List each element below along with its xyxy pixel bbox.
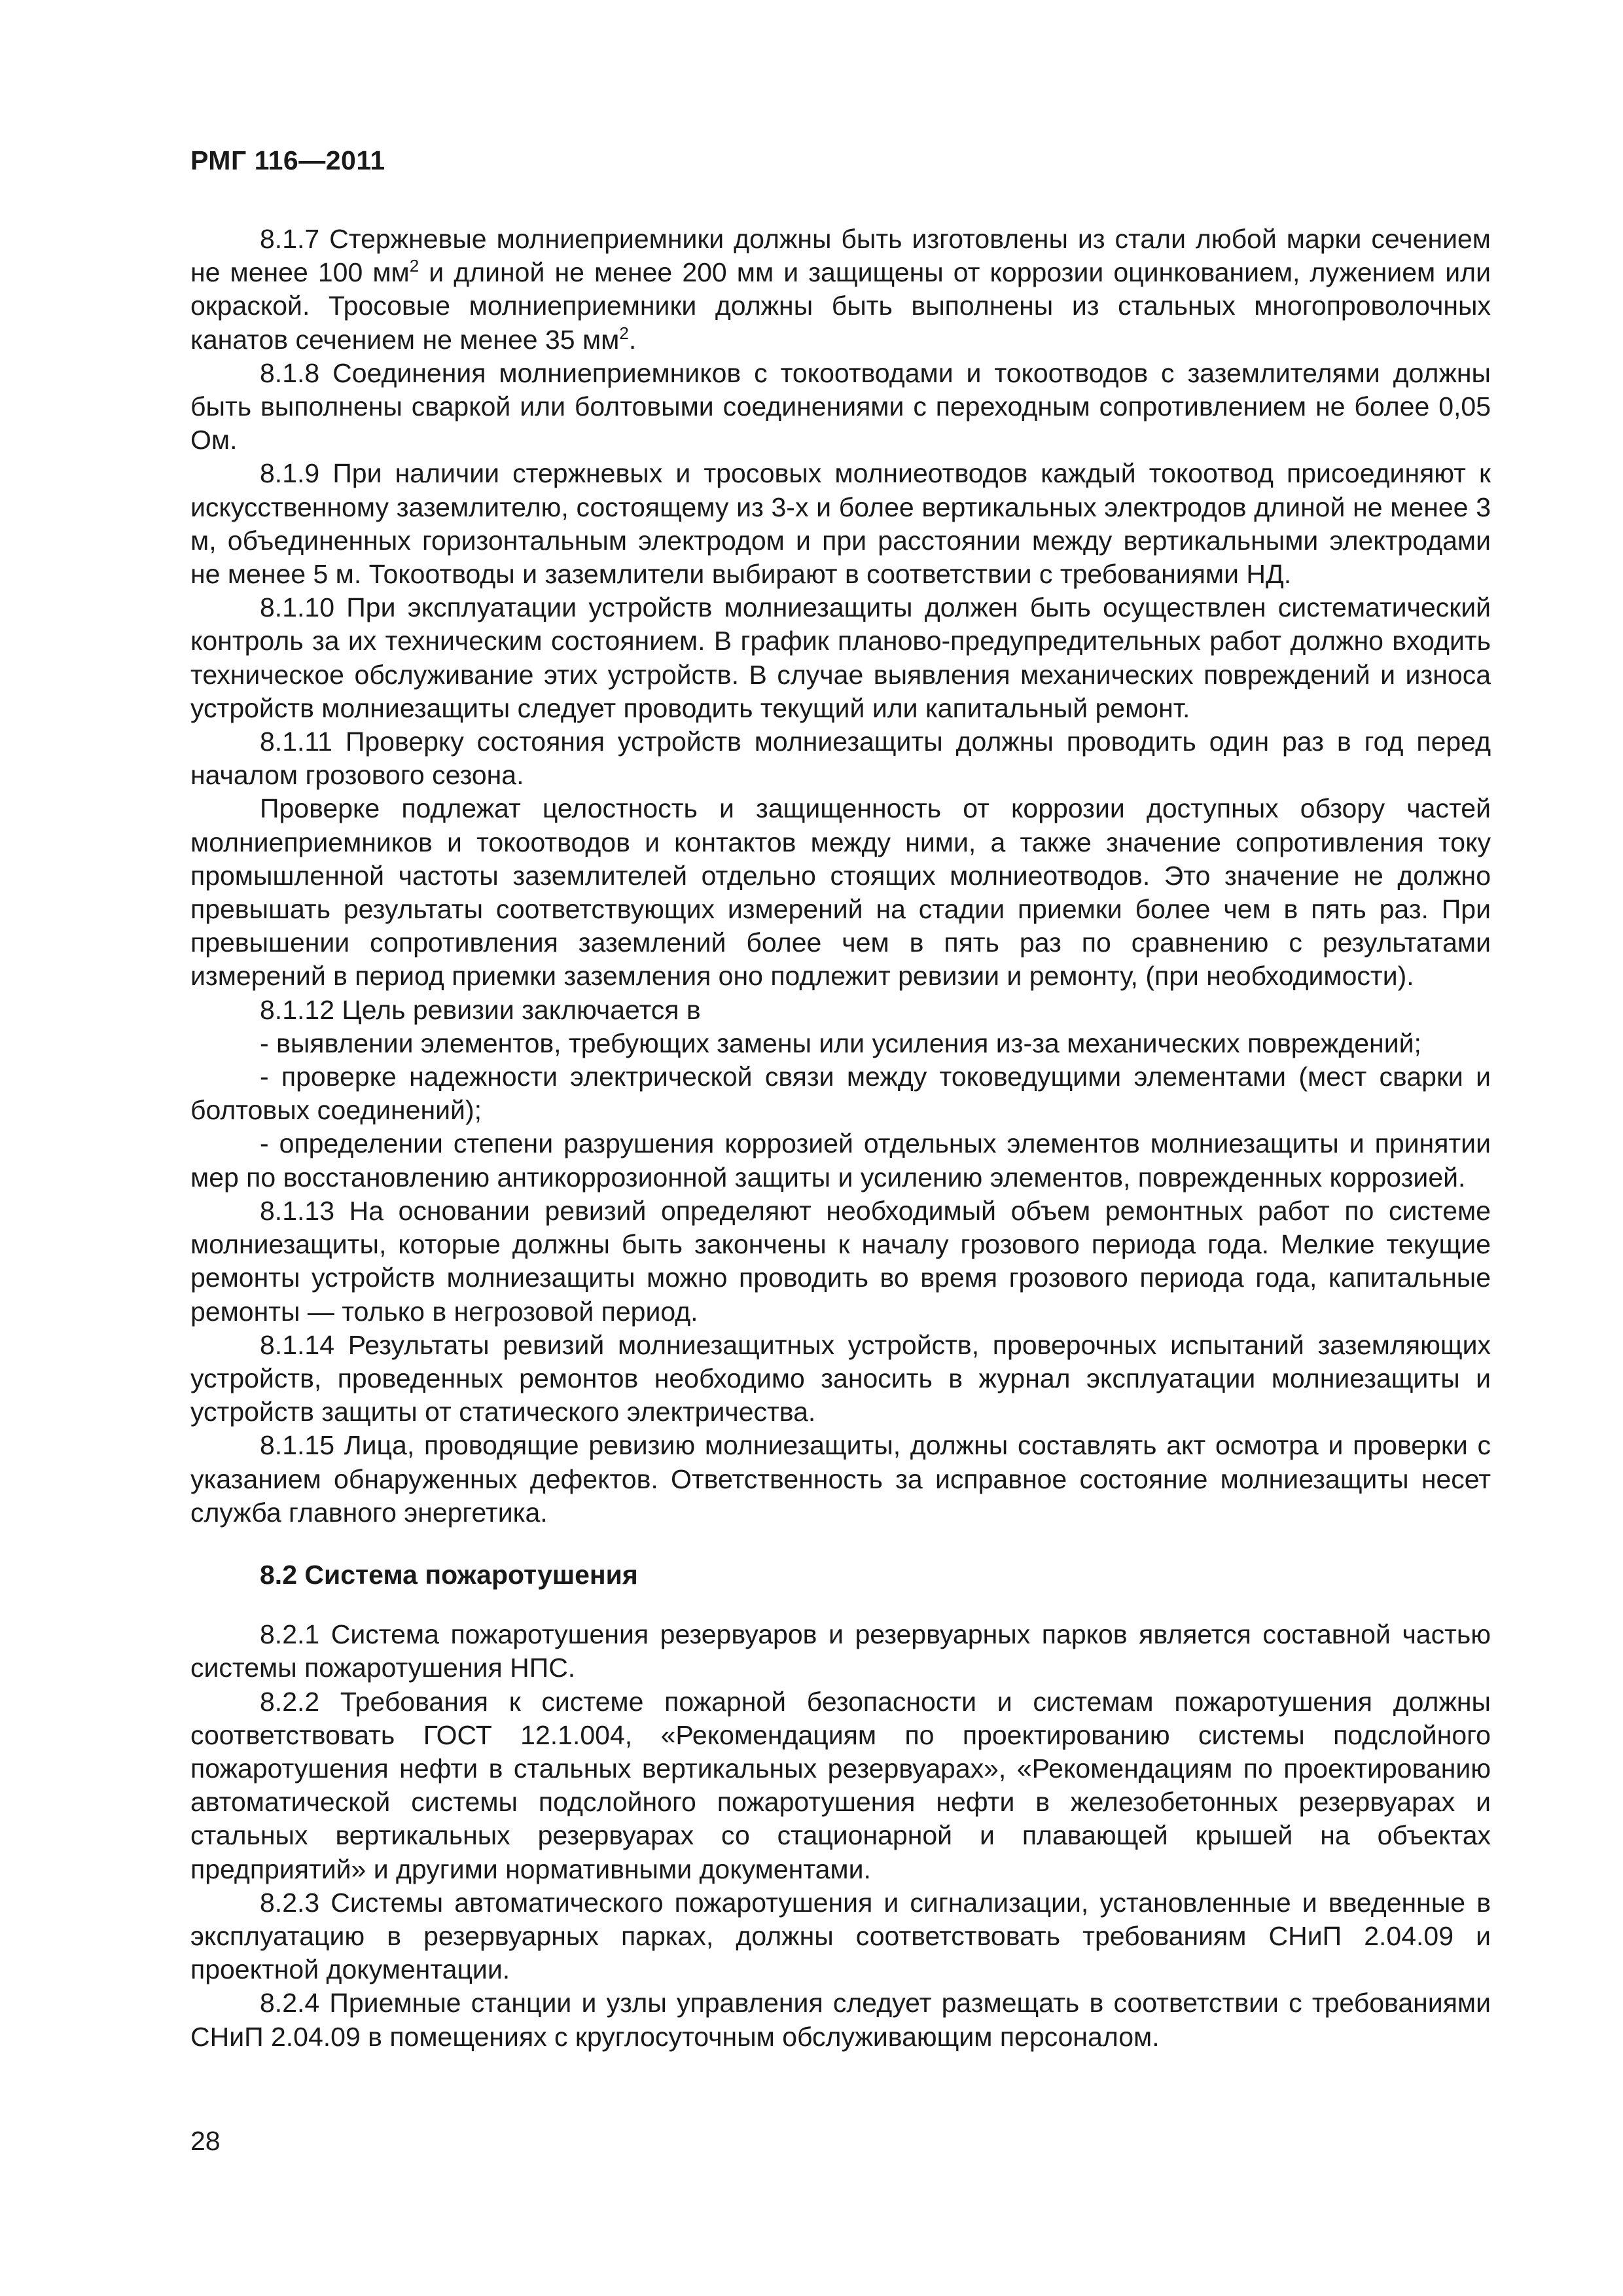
paragraph-8-2-3: 8.2.3 Системы автоматического пожаротушения и сигнализации, установленные и введенные в эксплуатацию в резервуарных парках, должны соответствовать требованиям СНиП 2.04.09 и проектной документации. bbox=[190, 1887, 1491, 1985]
paragraph-8-1-11: 8.1.11 Проверку состояния устройств молниезащиты должны проводить один раз в год перед началом грозового сезона. bbox=[190, 726, 1491, 791]
paragraph-8-1-7-text-b: и длиной не менее 200 мм и защищены от коррозии оцинкованием, лужением или окраской. Тросовые молниеприемники должны быть выполнены из стальных многопроволочных канатов сечением не менее 35 мм bbox=[190, 257, 1491, 355]
paragraph-8-1-12: 8.1.12 Цель ревизии заключается в bbox=[260, 994, 701, 1025]
paragraph-8-1-7-text-c: . bbox=[628, 324, 637, 355]
paragraph-8-1-11-continued: Проверке подлежат целостность и защищенность от коррозии доступных обзору частей молниеприемников и токоотводов и контактов между ними, а также значение сопротивления току промышленной частоты заземлителей отдельно стоящих молниеотводов. Это значение не должно превышать результаты соответствующих измерений на стадии приемки более чем в пять раз. При превышении сопротивления заземлений более чем в пять раз по сравнению с результатами измерений в период приемки заземления оно подлежит ревизии и ремонту, (при необходимости). bbox=[190, 793, 1491, 992]
paragraph-8-1-10: 8.1.10 При эксплуатации устройств молниезащиты должен быть осуществлен систематический контроль за их техническим состоянием. В график планово-предупредительных работ должно входить техническое обслуживание этих устройств. В случае выявления механических повреждений и износа устройств молниезащиты следует проводить текущий или капитальный ремонт. bbox=[190, 592, 1491, 723]
list-item: - выявлении элементов, требующих замены или усиления из-за механических повреждений; bbox=[260, 1028, 1421, 1058]
document-body bbox=[190, 223, 1491, 2054]
paragraph-8-1-8: 8.1.8 Соединения молниеприемников с токоотводами и токоотводов с заземлителями должны быть выполнены сваркой или болтовыми соединениями с переходным сопротивлением не более 0,05 Ом. bbox=[190, 357, 1491, 456]
paragraph-8-1-9: 8.1.9 При наличии стержневых и тросовых молниеотводов каждый токоотвод присоединяют к искусственному заземлителю, состоящему из 3-х и более вертикальных электродов длиной не менее 3 м, объединенных горизонтальным электродом и при расстоянии между вертикальными электродами не менее 5 м. Токоотводы и заземлители выбирают в соответствии с требованиями НД. bbox=[190, 458, 1491, 590]
paragraph-8-1-7 bbox=[190, 223, 1491, 357]
paragraph-8-1-13: 8.1.13 На основании ревизий определяют необходимый объем ремонтных работ по системе молниезащиты, которые должны быть закончены к началу грозового периода года. Мелкие текущие ремонты устройств молниезащиты можно проводить во время грозового периода года, капитальные ремонты — только в негрозовой период. bbox=[190, 1195, 1491, 1327]
paragraph-8-1-15: 8.1.15 Лица, проводящие ревизию молниезащиты, должны составлять акт осмотра и проверки с указанием обнаруженных дефектов. Ответственность за исправное состояние молниезащиты несет служба главного энергетика. bbox=[190, 1430, 1491, 1528]
list-item: - определении степени разрушения коррозией отдельных элементов молниезащиты и принятии мер по восстановлению антикоррозионной защиты и усилению элементов, поврежденных коррозией. bbox=[190, 1128, 1491, 1193]
page-number: 28 bbox=[190, 2126, 221, 2156]
superscript-square-1: 2 bbox=[409, 256, 419, 276]
paragraph-8-1-7-text-a: 8.1.7 Стержневые молниеприемники должны быть изготовлены из стали любой марки сечением не менее 100 мм bbox=[190, 224, 1491, 288]
superscript-square-2: 2 bbox=[619, 323, 629, 343]
paragraph-8-2-1: 8.2.1 Система пожаротушения резервуаров и резервуарных парков является составной частью системы пожаротушения НПС. bbox=[190, 1619, 1491, 1683]
document-code-header: РМГ 116—2011 bbox=[190, 145, 385, 175]
paragraph-8-2-4: 8.2.4 Приемные станции и узлы управления следует размещать в соответствии с требованиями СНиП 2.04.09 в помещениях с круглосуточным обслуживающим персоналом. bbox=[190, 1988, 1491, 2052]
section-heading-8-2: 8.2 Система пожаротушения bbox=[260, 1559, 638, 1590]
paragraph-8-2-2: 8.2.2 Требования к системе пожарной безопасности и системам пожаротушения должны соответствовать ГОСТ 12.1.004, «Рекомендациям по проектированию системы подслойного пожаротушения нефти в стальных вертикальных резервуарах», «Рекомендациям по проектированию автоматической системы подслойного пожаротушения нефти в железобетонных резервуарах и стальных вертикальных резервуарах со стационарной и плавающей крышей на объектах предприятий» и другими нормативными документами. bbox=[190, 1686, 1491, 1884]
list-item: - проверке надежности электрической связи между токоведущими элементами (мест сварки и болтовых соединений); bbox=[190, 1062, 1491, 1126]
paragraph-8-1-14: 8.1.14 Результаты ревизий молниезащитных устройств, проверочных испытаний заземляющих устройств, проведенных ремонтов необходимо заносить в журнал эксплуатации молниезащиты и устройств защиты от статического электричества. bbox=[190, 1329, 1491, 1427]
